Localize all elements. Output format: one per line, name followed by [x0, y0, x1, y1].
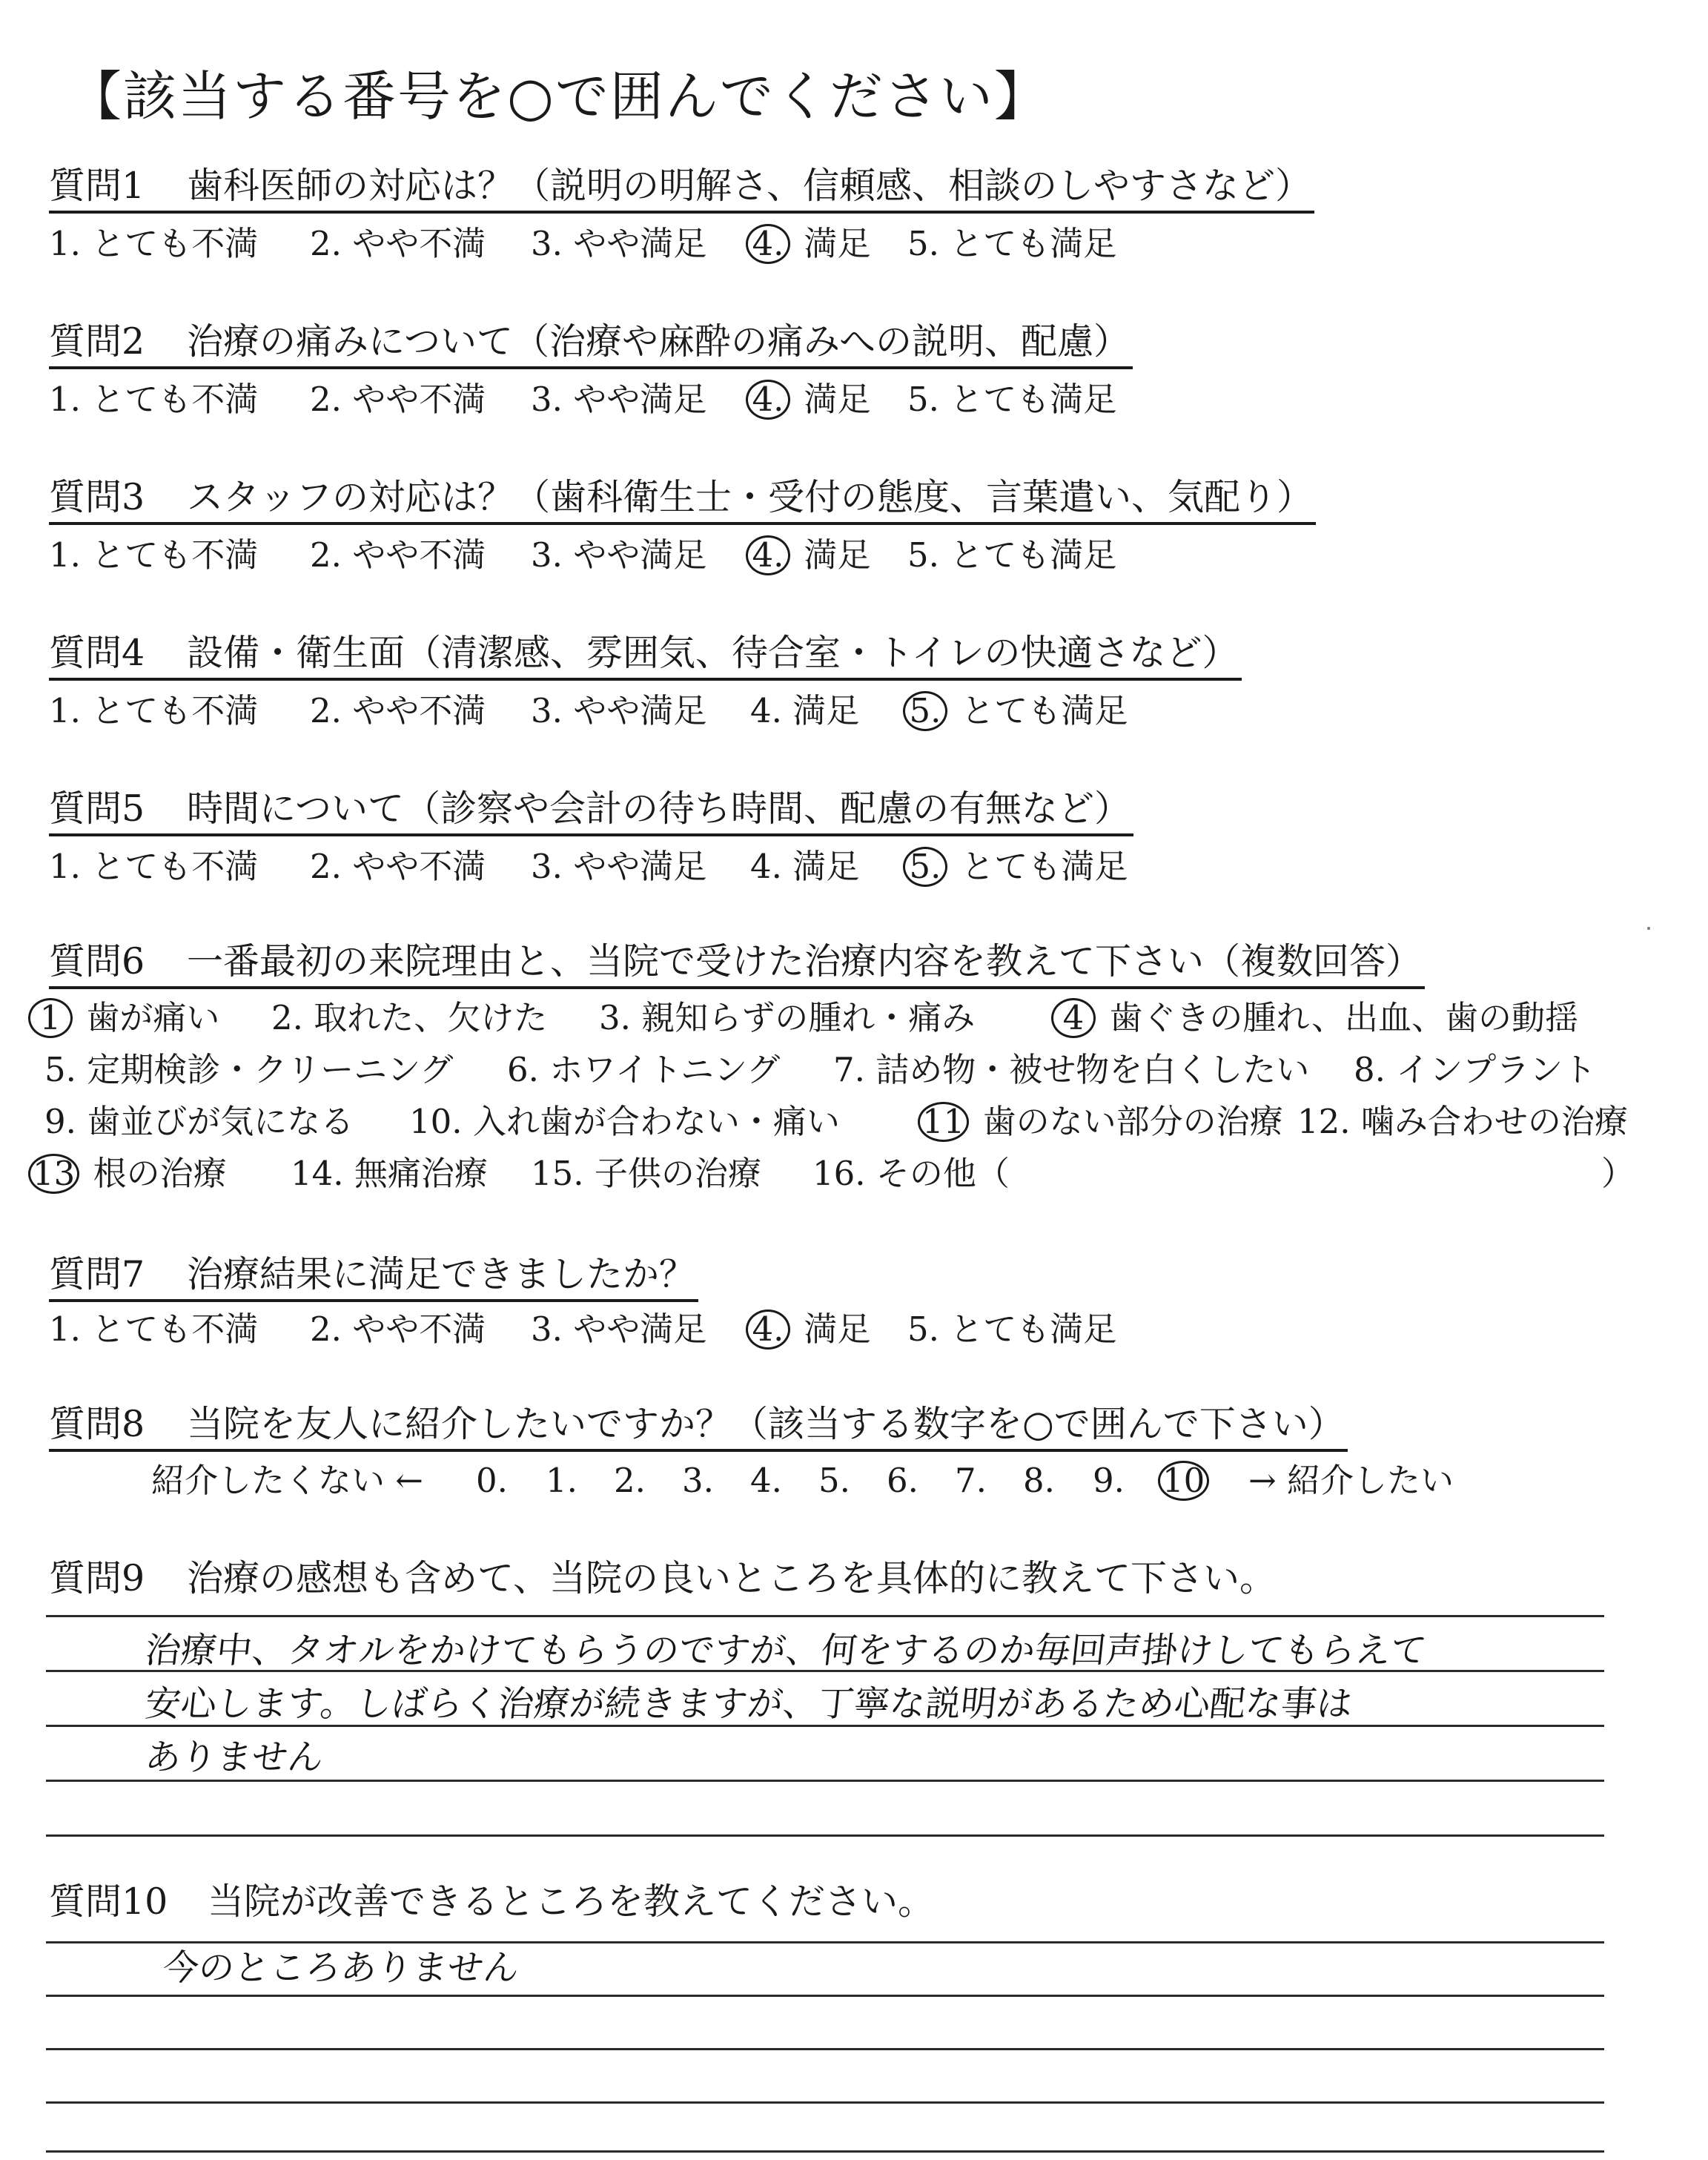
- option-2[interactable]: 2. やや不満: [310, 847, 486, 886]
- scale-4[interactable]: 4.: [750, 1461, 782, 1500]
- option-3[interactable]: 3. やや満足: [531, 224, 707, 263]
- question-number: 質問10: [49, 1880, 168, 1923]
- option-1[interactable]: 1. とても不満: [49, 847, 259, 886]
- scan-speck: [1647, 927, 1650, 930]
- option-1[interactable]: 1. とても不満: [49, 1309, 259, 1349]
- question-number: 質問3: [49, 476, 145, 518]
- answer-line: [46, 2101, 1604, 2104]
- option-4-selected[interactable]: 4. 満足: [750, 222, 870, 265]
- question-number: 質問4: [49, 632, 145, 674]
- question-3-title: [49, 473, 1316, 525]
- option-4-selected[interactable]: 4. 満足: [750, 1308, 870, 1351]
- q6-option-9[interactable]: 9. 歯並びが気になる: [44, 1102, 354, 1141]
- q6-option-11-selected[interactable]: 11 歯のない部分の治療: [922, 1100, 1283, 1143]
- selection-circle: 1: [28, 998, 73, 1038]
- answer-line: [46, 1780, 1604, 1782]
- q6-option-16[interactable]: 16. その他（: [812, 1154, 1010, 1193]
- question-text: 一番最初の来院理由と、当院で受けた治療内容を教えて下さい（複数回答）: [187, 940, 1423, 982]
- question-number: 質問9: [49, 1557, 145, 1599]
- question-text: 治療の感想も含めて、当院の良いところを具体的に教えて下さい。: [187, 1557, 1277, 1599]
- q6-option-7[interactable]: 7. 詰め物・被せ物を白くしたい: [833, 1050, 1310, 1089]
- selection-circle: 13: [28, 1154, 79, 1194]
- question-number: 質問1: [49, 165, 145, 207]
- q6-option-6[interactable]: 6. ホワイトニング: [507, 1050, 781, 1089]
- scale-left-label: 紹介したくない ←: [151, 1461, 424, 1500]
- question-2-title: [49, 317, 1133, 369]
- scale-1[interactable]: 1.: [546, 1461, 577, 1500]
- answer-line: [46, 1941, 1604, 1943]
- scale-10-selected[interactable]: [1162, 1459, 1212, 1502]
- q9-answer-line-3[interactable]: ありません: [143, 1737, 325, 1778]
- selection-circle: 4.: [746, 380, 790, 420]
- option-4-selected[interactable]: 4. 満足: [750, 534, 870, 577]
- option-3[interactable]: 3. やや満足: [531, 380, 707, 419]
- option-1[interactable]: 1. とても不満: [49, 380, 259, 419]
- question-text: 歯科医師の対応は？（説明の明解さ、信頼感、相談のしやすさなど）: [187, 165, 1312, 207]
- option-2[interactable]: 2. やや不満: [310, 535, 486, 575]
- option-2[interactable]: 2. やや不満: [310, 691, 486, 730]
- option-3[interactable]: 3. やや満足: [531, 847, 707, 886]
- option-5[interactable]: 5. とても満足: [907, 1309, 1117, 1349]
- selection-circle: 5.: [903, 691, 947, 731]
- option-3[interactable]: 3. やや満足: [531, 1309, 707, 1349]
- option-5[interactable]: 5. とても満足: [907, 380, 1117, 419]
- question-5-title: [49, 785, 1133, 836]
- question-number: 質問2: [49, 320, 145, 363]
- question-text: 時間について（診察や会計の待ち時間、配慮の有無など）: [187, 787, 1131, 830]
- option-1[interactable]: 1. とても不満: [49, 535, 259, 575]
- question-10-title: [49, 1877, 934, 1926]
- scale-8[interactable]: 8.: [1023, 1461, 1055, 1500]
- scale-9[interactable]: 9.: [1093, 1461, 1125, 1500]
- option-2[interactable]: 2. やや不満: [310, 224, 486, 263]
- answer-line: [46, 2150, 1604, 2153]
- answer-line: [46, 1834, 1604, 1837]
- question-text: 治療結果に満足できましたか？: [187, 1253, 696, 1295]
- scale-0[interactable]: 0.: [476, 1461, 508, 1500]
- question-text: 設備・衛生面（清潔感、雰囲気、待合室・トイレの快適さなど）: [187, 632, 1239, 674]
- scale-3[interactable]: 3.: [682, 1461, 714, 1500]
- question-number: 質問6: [49, 940, 145, 982]
- selection-circle: 11: [918, 1102, 969, 1142]
- question-number: 質問5: [49, 787, 145, 830]
- question-9-title: [49, 1554, 1276, 1603]
- q6-option-2[interactable]: 2. 取れた、欠けた: [271, 998, 548, 1037]
- option-4-selected[interactable]: 4. 満足: [750, 378, 870, 421]
- q6-option-12[interactable]: 12. 噛み合わせの治療: [1297, 1102, 1628, 1141]
- question-8-title: [49, 1400, 1348, 1452]
- question-number: 質問8: [49, 1403, 145, 1445]
- question-6-title: [49, 937, 1425, 989]
- q6-option-1-selected[interactable]: 1 歯が痛い: [33, 997, 219, 1040]
- question-number: 質問7: [49, 1253, 145, 1295]
- option-1[interactable]: 1. とても不満: [49, 691, 259, 730]
- question-1-title: [49, 162, 1314, 214]
- selection-circle: 5.: [903, 847, 947, 887]
- option-2[interactable]: 2. やや不満: [310, 380, 486, 419]
- question-text: 当院を友人に紹介したいですか？（該当する数字を○で囲んで下さい）: [187, 1403, 1345, 1445]
- q6-option-3[interactable]: 3. 親知らずの腫れ・痛み: [599, 998, 976, 1037]
- selection-circle: 4.: [746, 1309, 790, 1350]
- q6-option-4-selected[interactable]: 4 歯ぐきの腫れ、出血、歯の動揺: [1056, 997, 1578, 1040]
- selection-circle: 4.: [746, 535, 790, 575]
- page-heading: 【該当する番号を○で囲んでください】: [68, 65, 1049, 128]
- question-text: 治療の痛みについて（治療や麻酔の痛みへの説明、配慮）: [187, 320, 1131, 363]
- option-5-selected[interactable]: 5. とても満足: [907, 845, 1128, 888]
- option-2[interactable]: 2. やや不満: [310, 1309, 486, 1349]
- q6-option-10[interactable]: 10. 入れ歯が合わない・痛い: [409, 1102, 840, 1141]
- scale-right-label: → 紹介したい: [1248, 1461, 1454, 1500]
- q6-option-13-selected[interactable]: 13 根の治療: [33, 1152, 227, 1195]
- q6-option-5[interactable]: 5. 定期検診・クリーニング: [44, 1050, 454, 1089]
- q10-answer-line-1[interactable]: 今のところありません: [161, 1947, 521, 1989]
- scale-6[interactable]: 6.: [887, 1461, 918, 1500]
- option-5[interactable]: 5. とても満足: [907, 224, 1117, 263]
- q9-answer-line-1[interactable]: 治療中、タオルをかけてもらうのですが、何をするのか毎回声掛けしてもらえて: [143, 1630, 1429, 1671]
- q9-answer-line-2[interactable]: 安心します。しばらく治療が続きますが、丁寧な説明があるため心配な事は: [143, 1683, 1355, 1725]
- option-3[interactable]: 3. やや満足: [531, 535, 707, 575]
- scale-2[interactable]: 2.: [614, 1461, 646, 1500]
- q6-option-15[interactable]: 15. 子供の治療: [531, 1154, 761, 1193]
- option-4[interactable]: 4. 満足: [750, 691, 860, 730]
- question-text: 当院が改善できるところを教えてください。: [208, 1880, 935, 1923]
- scale-5[interactable]: 5.: [818, 1461, 850, 1500]
- scale-7[interactable]: 7.: [955, 1461, 987, 1500]
- answer-line: [46, 2048, 1604, 2050]
- selection-circle: 4.: [746, 224, 790, 264]
- option-1[interactable]: 1. とても不満: [49, 224, 259, 263]
- option-3[interactable]: 3. やや満足: [531, 691, 707, 730]
- question-4-title: [49, 629, 1242, 681]
- selection-circle: 10: [1158, 1461, 1209, 1501]
- question-text: スタッフの対応は？（歯科衛生士・受付の態度、言葉遣い、気配り）: [187, 476, 1314, 518]
- answer-line: [46, 1995, 1604, 1997]
- question-7-title: [49, 1250, 698, 1302]
- selection-circle: 4: [1051, 998, 1096, 1038]
- q6-option-8[interactable]: 8. インプラント: [1354, 1050, 1597, 1089]
- q6-option-14[interactable]: 14. 無痛治療: [291, 1154, 488, 1193]
- q6-other-close: ）: [1601, 1154, 1635, 1193]
- answer-line: [46, 1615, 1604, 1617]
- option-5[interactable]: 5. とても満足: [907, 535, 1117, 575]
- option-5-selected[interactable]: 5. とても満足: [907, 690, 1128, 733]
- option-4[interactable]: 4. 満足: [750, 847, 860, 886]
